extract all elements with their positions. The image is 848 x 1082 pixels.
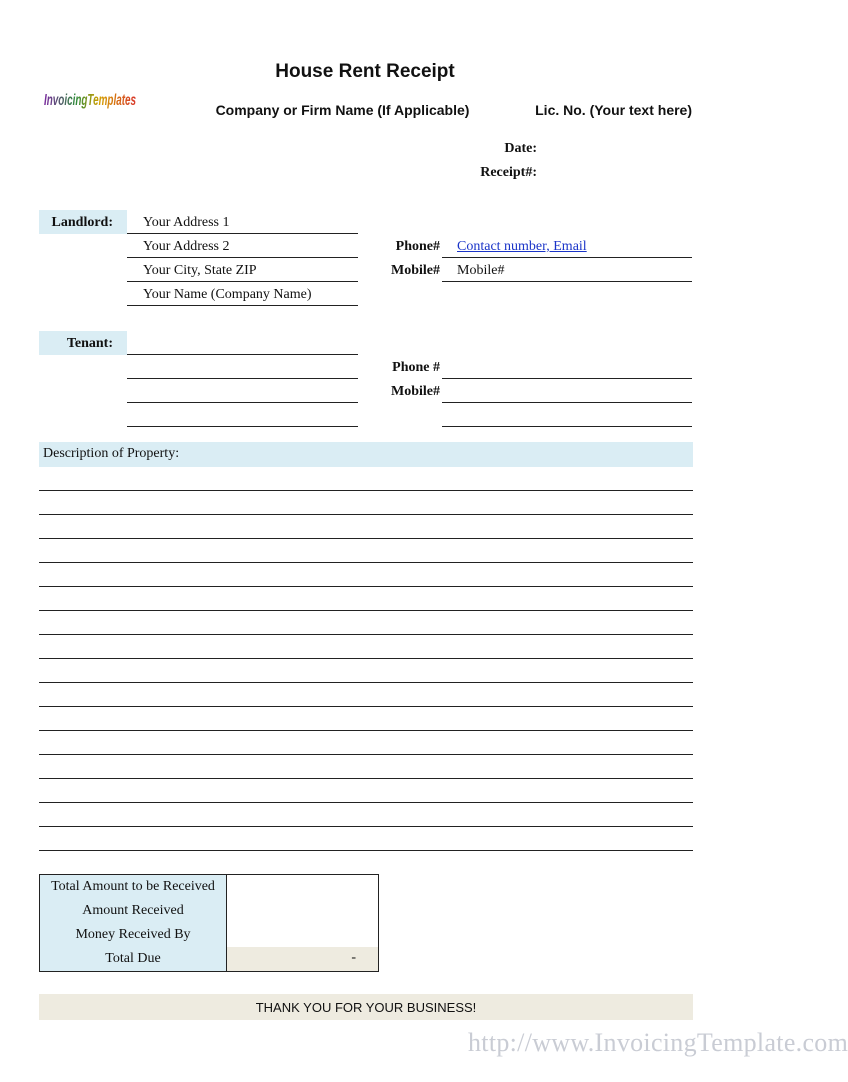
invoicing-templates-logo bbox=[44, 84, 144, 114]
page-title: House Rent Receipt bbox=[275, 61, 455, 82]
total-to-receive-label: Total Amount to be Received bbox=[51, 879, 215, 894]
description-line[interactable] bbox=[39, 586, 693, 587]
description-line[interactable] bbox=[39, 826, 693, 827]
description-line[interactable] bbox=[39, 778, 693, 779]
landlord-label: Landlord: bbox=[51, 215, 113, 230]
description-line[interactable] bbox=[39, 730, 693, 731]
description-line[interactable] bbox=[39, 514, 693, 515]
description-line[interactable] bbox=[39, 850, 693, 851]
total-due-cell bbox=[227, 947, 378, 971]
totals-labels-column bbox=[40, 875, 227, 971]
logo-text: InvoicingTemplates bbox=[44, 92, 137, 109]
description-line[interactable] bbox=[39, 490, 693, 491]
landlord-name-line bbox=[127, 305, 358, 306]
tenant-label: Tenant: bbox=[66, 336, 113, 351]
description-line[interactable] bbox=[39, 682, 693, 683]
description-line[interactable] bbox=[39, 538, 693, 539]
totals-box bbox=[39, 874, 379, 972]
landlord-address1[interactable]: Your Address 1 bbox=[143, 215, 230, 230]
landlord-mobile-line bbox=[442, 281, 692, 282]
license-number: Lic. No. (Your text here) bbox=[535, 102, 692, 118]
description-line[interactable] bbox=[39, 634, 693, 635]
tenant-mobile-line[interactable] bbox=[442, 402, 692, 403]
company-name: Company or Firm Name (If Applicable) bbox=[215, 102, 470, 118]
landlord-city-line bbox=[127, 281, 358, 282]
description-line[interactable] bbox=[39, 658, 693, 659]
date-label: Date: bbox=[504, 141, 537, 156]
tenant-line-2[interactable] bbox=[127, 378, 358, 379]
tenant-line-1[interactable] bbox=[127, 354, 358, 355]
tenant-phone-line[interactable] bbox=[442, 378, 692, 379]
tenant-line-3[interactable] bbox=[127, 402, 358, 403]
total-due-value: - bbox=[351, 950, 356, 965]
tenant-mobile-label: Mobile# bbox=[391, 384, 440, 399]
landlord-name[interactable]: Your Name (Company Name) bbox=[143, 287, 312, 302]
landlord-address2[interactable]: Your Address 2 bbox=[143, 239, 230, 254]
total-due-label: Total Due bbox=[105, 951, 161, 966]
tenant-phone-label: Phone # bbox=[392, 360, 440, 375]
landlord-phone-link[interactable]: Contact number, Email bbox=[457, 239, 587, 254]
received-by-label: Money Received By bbox=[75, 927, 191, 942]
watermark-url: http://www.InvoicingTemplate.com bbox=[468, 1028, 848, 1057]
landlord-mobile-label: Mobile# bbox=[391, 263, 440, 278]
description-line[interactable] bbox=[39, 802, 693, 803]
landlord-phone-line bbox=[442, 257, 692, 258]
amount-received-label: Amount Received bbox=[82, 903, 184, 918]
landlord-address1-line bbox=[127, 233, 358, 234]
thank-you-message: THANK YOU FOR YOUR BUSINESS! bbox=[255, 1000, 477, 1015]
tenant-line-4[interactable] bbox=[127, 426, 358, 427]
receipt-number-label: Receipt#: bbox=[480, 165, 537, 180]
description-line[interactable] bbox=[39, 610, 693, 611]
landlord-mobile-value[interactable]: Mobile# bbox=[457, 263, 505, 278]
landlord-city[interactable]: Your City, State ZIP bbox=[143, 263, 257, 278]
description-label: Description of Property: bbox=[43, 446, 180, 461]
description-line[interactable] bbox=[39, 754, 693, 755]
landlord-phone-label: Phone# bbox=[395, 239, 440, 254]
landlord-address2-line bbox=[127, 257, 358, 258]
description-line[interactable] bbox=[39, 706, 693, 707]
description-line[interactable] bbox=[39, 562, 693, 563]
tenant-extra-line[interactable] bbox=[442, 426, 692, 427]
